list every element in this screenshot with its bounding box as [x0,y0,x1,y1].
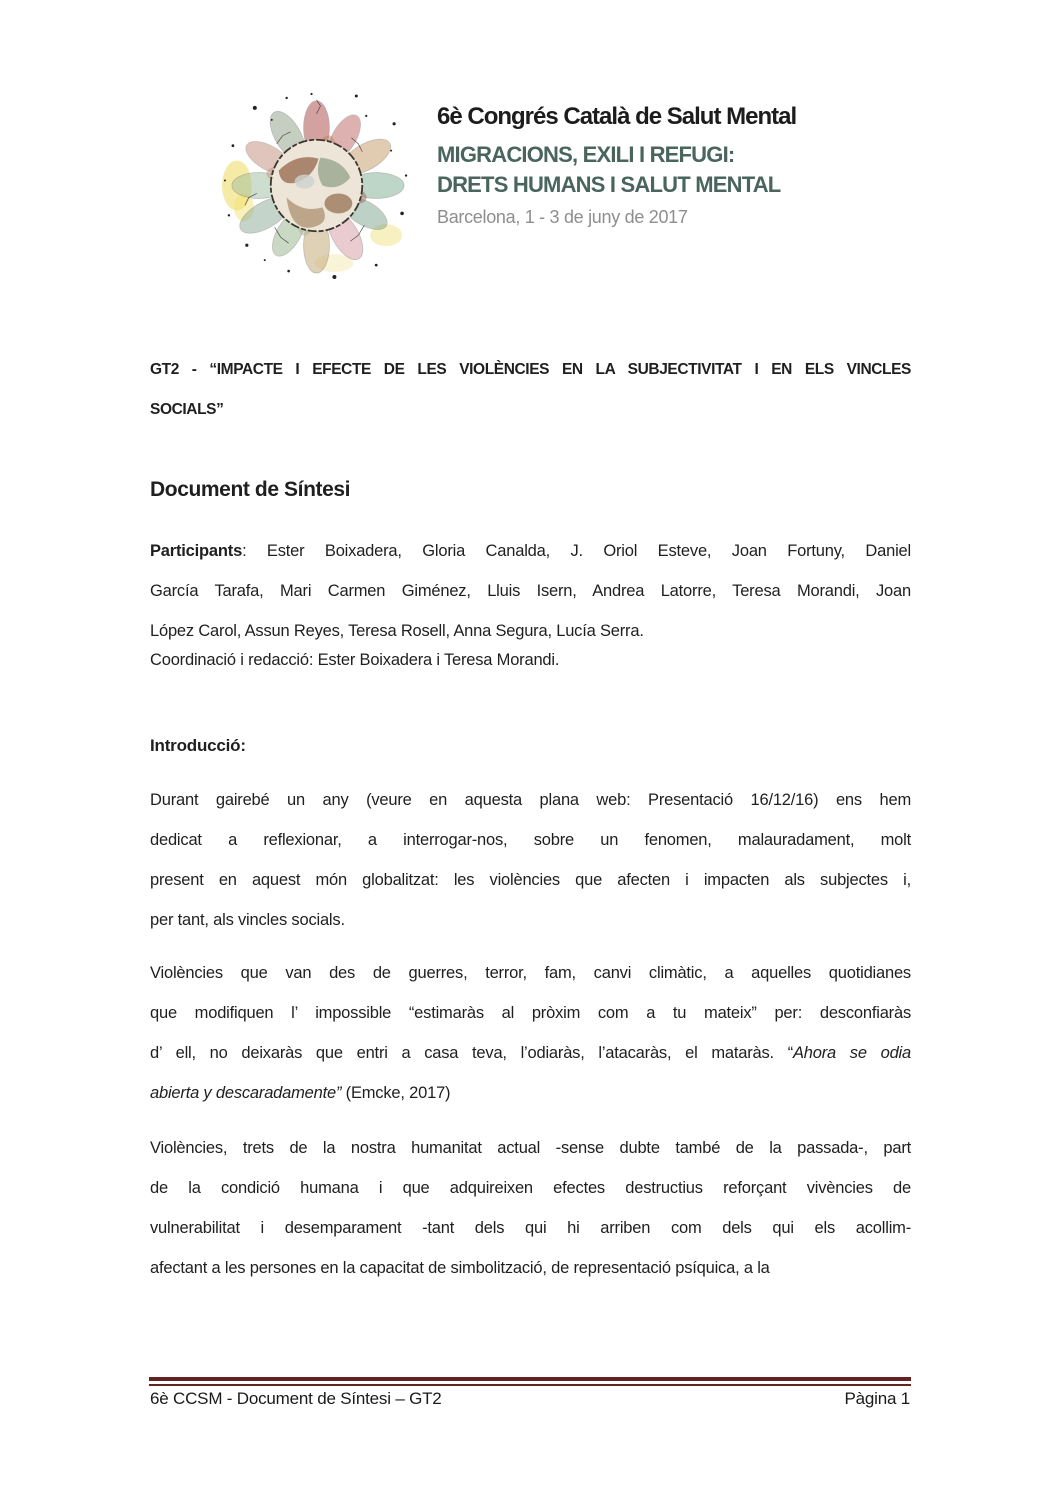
section-title: Document de Síntesi [150,478,351,501]
intro-heading-text: Introducció: [150,736,246,755]
paragraph-2-line-3-regular: d’ ell, no deixaràs que entri a casa teva, l’odiaràs, l’atacaràs, el mataràs. “ [150,1044,793,1062]
paragraph-1 [150,780,911,940]
footer [150,1389,910,1409]
paragraph-1-line-3: present en aquest món globalitzat: les violències que afecten i impacten als subjectes i, [150,871,911,889]
congress-title: 6è Congrés Català de Salut Mental [437,103,797,130]
participants-line-2: García Tarafa, Mari Carmen Giménez, Lluis Isern, Andrea Latorre, Teresa Morandi, Joan [150,582,911,600]
gt2-title [150,350,911,430]
paragraph-2 [150,953,911,1113]
paragraph-2-line-2: que modifiquen l’ impossible “estimaràs al pròxim com a tu mateix” per: desconfiaràs [150,1004,911,1022]
paragraph-3-line-4: afectant a les persones en la capacitat de simbolització, de representació psíquica, a la [150,1259,770,1277]
paragraph-2-line-1: Violències que van des de guerres, terror, fam, canvi climàtic, a aquelles quotidianes [150,964,911,982]
paragraph-3-line-3: vulnerabilitat i desemparament -tant dels qui hi arriben com dels qui els acollim- [150,1219,911,1237]
participants-label: Participants [150,542,243,560]
paragraph-1-line-2: dedicat a reflexionar, a interrogar-nos, sobre un fenomen, malauradament, molt [150,831,911,849]
footer-rule-thick [149,1377,911,1381]
paragraph-2-line-4-regular: (Emcke, 2017) [341,1084,451,1102]
paragraph-3-line-2: de la condició humana i que adquireixen efectes destructius reforçant vivències de [150,1179,911,1197]
footer-document-label: 6è CCSM - Document de Síntesi – GT2 [150,1389,442,1408]
paragraph-3 [150,1128,911,1288]
paragraph-1-line-1: Durant gairebé un any (veure en aquesta plana web: Presentació 16/12/16) ens hem [150,791,911,809]
participants-paragraph [150,531,911,651]
coordination-text: Coordinació i redacció: Ester Boixadera i Teresa Morandi. [150,651,560,669]
paragraph-3-line-1: Violències, trets de la nostra humanitat actual -sense dubte també de la passada-, part [150,1139,911,1157]
intro-heading [150,726,911,766]
participants-line-3: López Carol, Assun Reyes, Teresa Rosell, Anna Segura, Lucía Serra. [150,622,644,640]
footer-rule-thin [149,1384,911,1386]
congress-subtitle-1: MIGRACIONS, EXILI I REFUGI: [437,142,735,167]
congress-date-location: Barcelona, 1 - 3 de juny de 2017 [437,207,688,227]
paragraph-2-line-4-italic: abierta y descaradamente” [150,1084,342,1102]
congress-logo [213,86,420,285]
paragraph-2-line-3-italic: Ahora se odia [793,1044,911,1062]
gt2-title-line-2: SOCIALS” [150,401,224,418]
watercolor-people-globe-icon [213,86,420,285]
participants-line-1 [150,531,911,571]
footer-page-number: Pàgina 1 [844,1389,910,1408]
coordination-line [150,640,911,680]
congress-subtitle-2: DRETS HUMANS I SALUT MENTAL [437,172,781,197]
header [437,103,796,228]
paragraph-1-line-4: per tant, als vincles socials. [150,911,345,929]
gt2-title-line-1: GT2 - “IMPACTE I EFECTE DE LES VIOLÈNCIES EN LA SUBJECTIVITAT I EN ELS VINCLES [150,361,911,378]
participants-line-1-text: : Ester Boixadera, Gloria Canalda, J. Oriol Esteve, Joan Fortuny, Daniel [242,542,911,560]
paragraph-2-line-4 [150,1073,911,1113]
paragraph-2-line-3 [150,1033,911,1073]
